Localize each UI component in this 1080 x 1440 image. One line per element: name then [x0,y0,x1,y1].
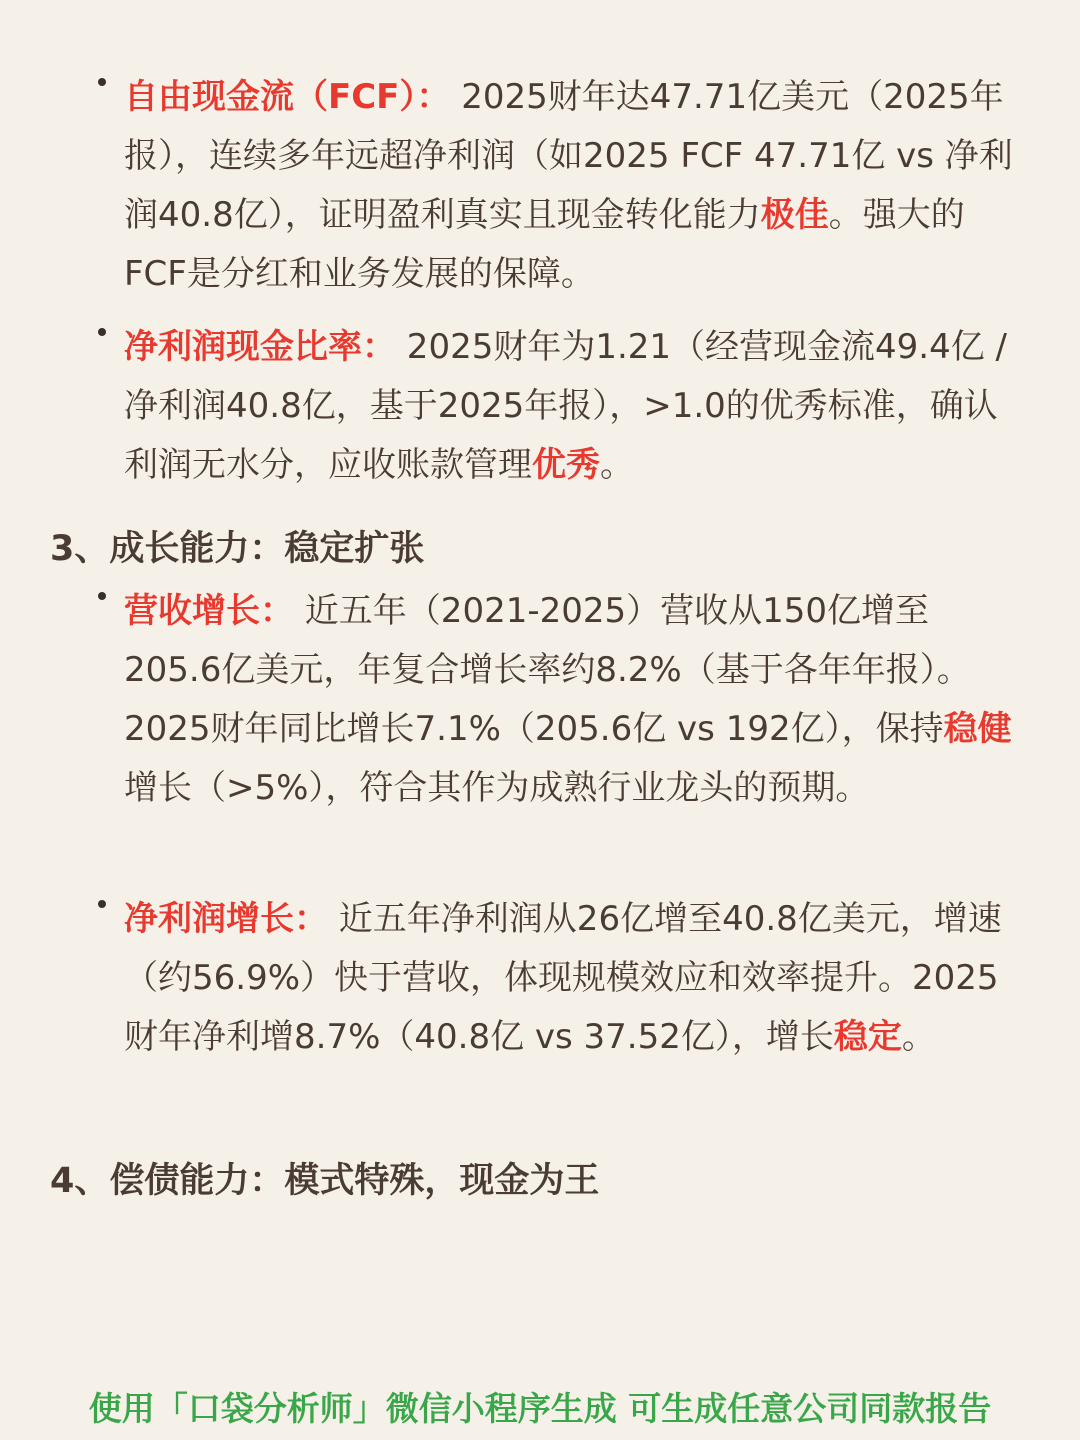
bullet-dot [98,78,106,86]
footer-promo-text: 使用「口袋分析师」微信小程序生成 可生成任意公司同款报告 [88,1389,992,1428]
body-text: 。强大的FCF是分红和业务发展的保障。 [124,195,965,294]
term-label: 净利润现金比率： [124,327,396,367]
bullet-profit-growth [124,890,1024,1067]
section-heading-growth: 3、成长能力：稳定扩张 [50,529,425,569]
body-text: 近五年（2021-2025）营收从150亿增至205.6亿美元，年复合增长率约8.2%（基于各年年报）。2025财年同比增长7.1%（205.6亿 vs 192亿），保持 [124,591,971,749]
bullet-dot [98,592,106,600]
bullet-dot [98,328,106,336]
highlight-text: 优秀 [532,445,600,485]
body-text: 2025财年达47.71亿美元（2025年报），连续多年远超净利润（如2025 FCF 47.71亿 vs 净利润40.8亿），证明盈利真实且现金转化能力 [124,77,1013,235]
body-text: 2025财年为1.21（经营现金流49.4亿 / 净利润40.8亿，基于2025年报），>1.0的优秀标准，确认利润无水分，应收账款管理 [124,327,1008,485]
term-label: 净利润增长： [124,899,328,939]
term-label: 营收增长： [124,591,294,631]
highlight-text: 极佳 [760,195,829,235]
highlight-text: 稳定 [833,1017,902,1057]
highlight-text: 稳健 [943,709,1012,749]
body-text: 增长（>5%），符合其作为成熟行业龙头的预期。 [124,768,870,808]
body-text: 近五年净利润从26亿增至40.8亿美元，增速（约56.9%）快于营收，体现规模效应和效率提升。2025财年净利增8.7%（40.8亿 vs 37.52亿），增长 [124,899,1002,1057]
bullet-fcf [124,68,1024,304]
bullet-cash-ratio [124,318,1024,495]
body-text: 。 [901,1017,936,1057]
body-text: 。 [600,445,634,485]
bullet-revenue-growth [124,582,1024,818]
term-label: 自由现金流（FCF）： [124,77,451,117]
bullet-dot [98,900,106,908]
section-heading-solvency: 4、偿债能力：模式特殊，现金为王 [50,1161,600,1201]
